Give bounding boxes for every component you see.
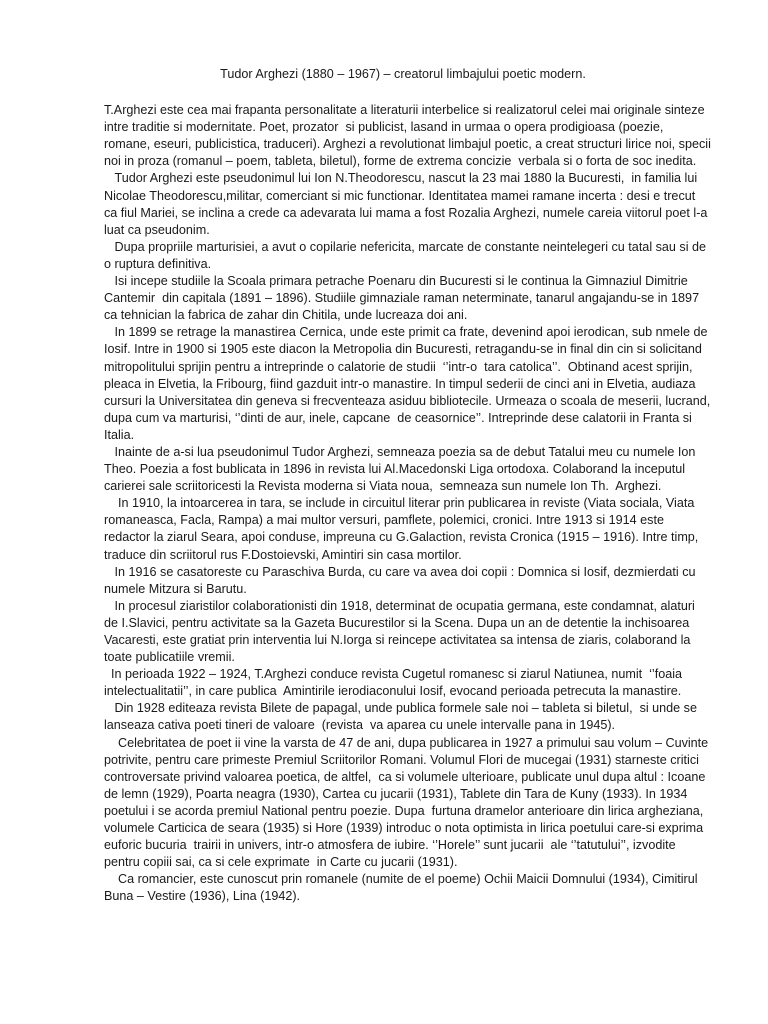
paragraph-pseudonym: Tudor Arghezi este pseudonimul lui Ion N.Theodorescu, nascut la 23 mai 1880 la Bucuresti, in familia lui Nicolae Theodorescu,militar, comerciant si mic functionar. Identitatea mamei ramane incerta : desi e trecut ca fiul Mariei, se inclina a crede ca adevarata lui mama a fost Rozalia Arghezi, numele careia viitorul poet l-a luat ca pseudonim. bbox=[104, 171, 711, 237]
paragraph-trial: In procesul ziaristilor colaborationisti din 1918, determinat de ocupatia germana, este condamnat, alaturi de I.Slavici, pentru activitate sa la Gazeta Bucurestilor si la Scena. Dupa un an de detentie la inchisoarea Vacaresti, este gratiat prin interventia lui N.Iorga si reincepe activitatea sa intensa de ziaris, colaborand la toate publicatiile vremii. bbox=[104, 598, 699, 665]
paragraph-cugetul: In perioada 1922 – 1924, T.Arghezi conduce revista Cugetul romanesc si ziarul Natiunea, numit ‘’foaia intelectualitatii’’, in care publica Amintirile ierodiaconului Iosif, evocand perioada petrecuta la manastire. bbox=[104, 667, 686, 699]
paragraph-novels: Ca romancier, este cunoscut prin romanele (numite de el poeme) Ochii Maicii Domnului (1934), Cimitirul Buna – Vestire (1936), Lina (1942). bbox=[104, 872, 702, 904]
paragraph-childhood: Dupa propriile marturisiei, a avut o copilarie nefericita, marcate de constante neintelegeri cu tatal sau si de o ruptura definitiva. bbox=[104, 239, 710, 271]
document-title: Tudor Arghezi (1880 – 1967) – creatorul limbajului poetic modern. bbox=[220, 67, 586, 81]
document-body bbox=[104, 102, 715, 905]
document-page bbox=[104, 66, 715, 906]
paragraph-marriage: In 1916 se casatoreste cu Paraschiva Burda, cu care va avea doi copii : Domnica si Iosif, dezmierdati cu numele Mitzura si Barutu. bbox=[104, 564, 700, 596]
paragraph-return-1910: In 1910, la intoarcerea in tara, se include in circuitul literar prin publicarea in reviste (Viata sociala, Viata romaneasca, Facla, Rampa) a mai multor versuri, pamflete, polemici, cronici. Intre 1913 si 1914 este redactor la ziarul Seara, apoi conduse, impreuna cu G.Galaction, revista Cronica (1915 – 1916). Intre timp, traduce din scriitorul rus F.Dostoievski, Amintiri sin casa mortilor. bbox=[104, 496, 702, 562]
paragraph-intro: T.Arghezi este cea mai frapanta personalitate a literaturii interbelice si realizatorul celei mai originale sinteze intre traditie si modernitate. Poet, prozator si publicist, lasand in urmaa o opera prodigioasa (poezie, romane, eseuri, publicistica, traduceri). Arghezi a revolutionat limbajul poetic, a creat structuri lirice noi, specii noi in proza (romanul – poem, tableta, biletul), forme de extrema concizie verbala si o forta de soc inedita. bbox=[104, 103, 715, 169]
paragraph-monastery: In 1899 se retrage la manastirea Cernica, unde este primit ca frate, devenind apoi ierodican, sub nmele de Iosif. Intre in 1900 si 1905 este diacon la Metropolia din Bucuresti, retragandu-se in final din cin si solicitand mitropolitului sprijin pentru a intreprinde o calatorie de studii ‘’intr-o tara catolica’’. Obtinand acest sprijin, pleaca in Elvetia, la Fribourg, fiind gazduit intr-o manastire. In timpul sederii de cinci ani in Elvetia, audiaza cursuri la Universitatea din geneva si frecventeaza asiduu bibliotecile. Urmeaza o scoala de meserii, lucrand, dupa cum va marturisi, ‘’dinti de aur, inele, capcane de ceasornice’’. Intreprinde dese calatorii in Franta si Italia. bbox=[104, 325, 714, 442]
paragraph-studies: Isi incepe studiile la Scoala primara petrache Poenaru din Bucuresti si le continua la Gimnaziul Dimitrie Cantemir din capitala (1891 – 1896). Studiile gimnaziale raman neterminate, tanarul angajandu-se in 1897 ca tehnician la fabrica de zahar din Chitila, unde lucreaza doi ani. bbox=[104, 274, 703, 323]
paragraph-debut: Inainte de a-si lua pseudonimul Tudor Arghezi, semneaza poezia sa de debut Tatalui meu cu numele Ion Theo. Poezia a fost bublicata in 1896 in revista lui Al.Macedonski Liga ortodoxa. Colaborand la inceputul carierei sale scriitoricesti la Revista moderna si Viata noua, semneaza sun numele Ion Th. Arghezi. bbox=[104, 444, 699, 494]
paragraph-bilete: Din 1928 editeaza revista Bilete de papagal, unde publica formele sale noi – tableta si biletul, si unde se lanseaza cativa poeti tineri de valoare (revista va aparea cu unele intervalle pana in 1945). bbox=[104, 701, 701, 733]
paragraph-celebrity: Celebritatea de poet ii vine la varsta de 47 de ani, dupa publicarea in 1927 a primului sau volum – Cuvinte potrivite, pentru care primeste Premiul Scriitorilor Romani. Volumul Flori de mucegai (1931) starneste critici controversate privind valoarea poetica, de altfel, ca si volumele ulterioare, publicate unul dupa altul : Icoane de lemn (1929), Poarta neagra (1930), Cartea cu jucarii (1931), Tablete din Tara de Kuny (1933). In 1934 poetului i se acorda premiul National pentru poezie. Dupa furtuna dramelor anterioare din lirica argheziana, volumele Carticica de seara (1935) si Hore (1939) introduc o nota optimista in lirica poetului care-si exprima euforic bucuria trairii in univers, intr-o atmosfera de iubire. ‘’Horele’’ sunt jucarii ale ‘’tatutului’’, izvodite pentru copiii sai, ca si cele exprimate in Carte cu jucarii (1931). bbox=[104, 735, 712, 870]
